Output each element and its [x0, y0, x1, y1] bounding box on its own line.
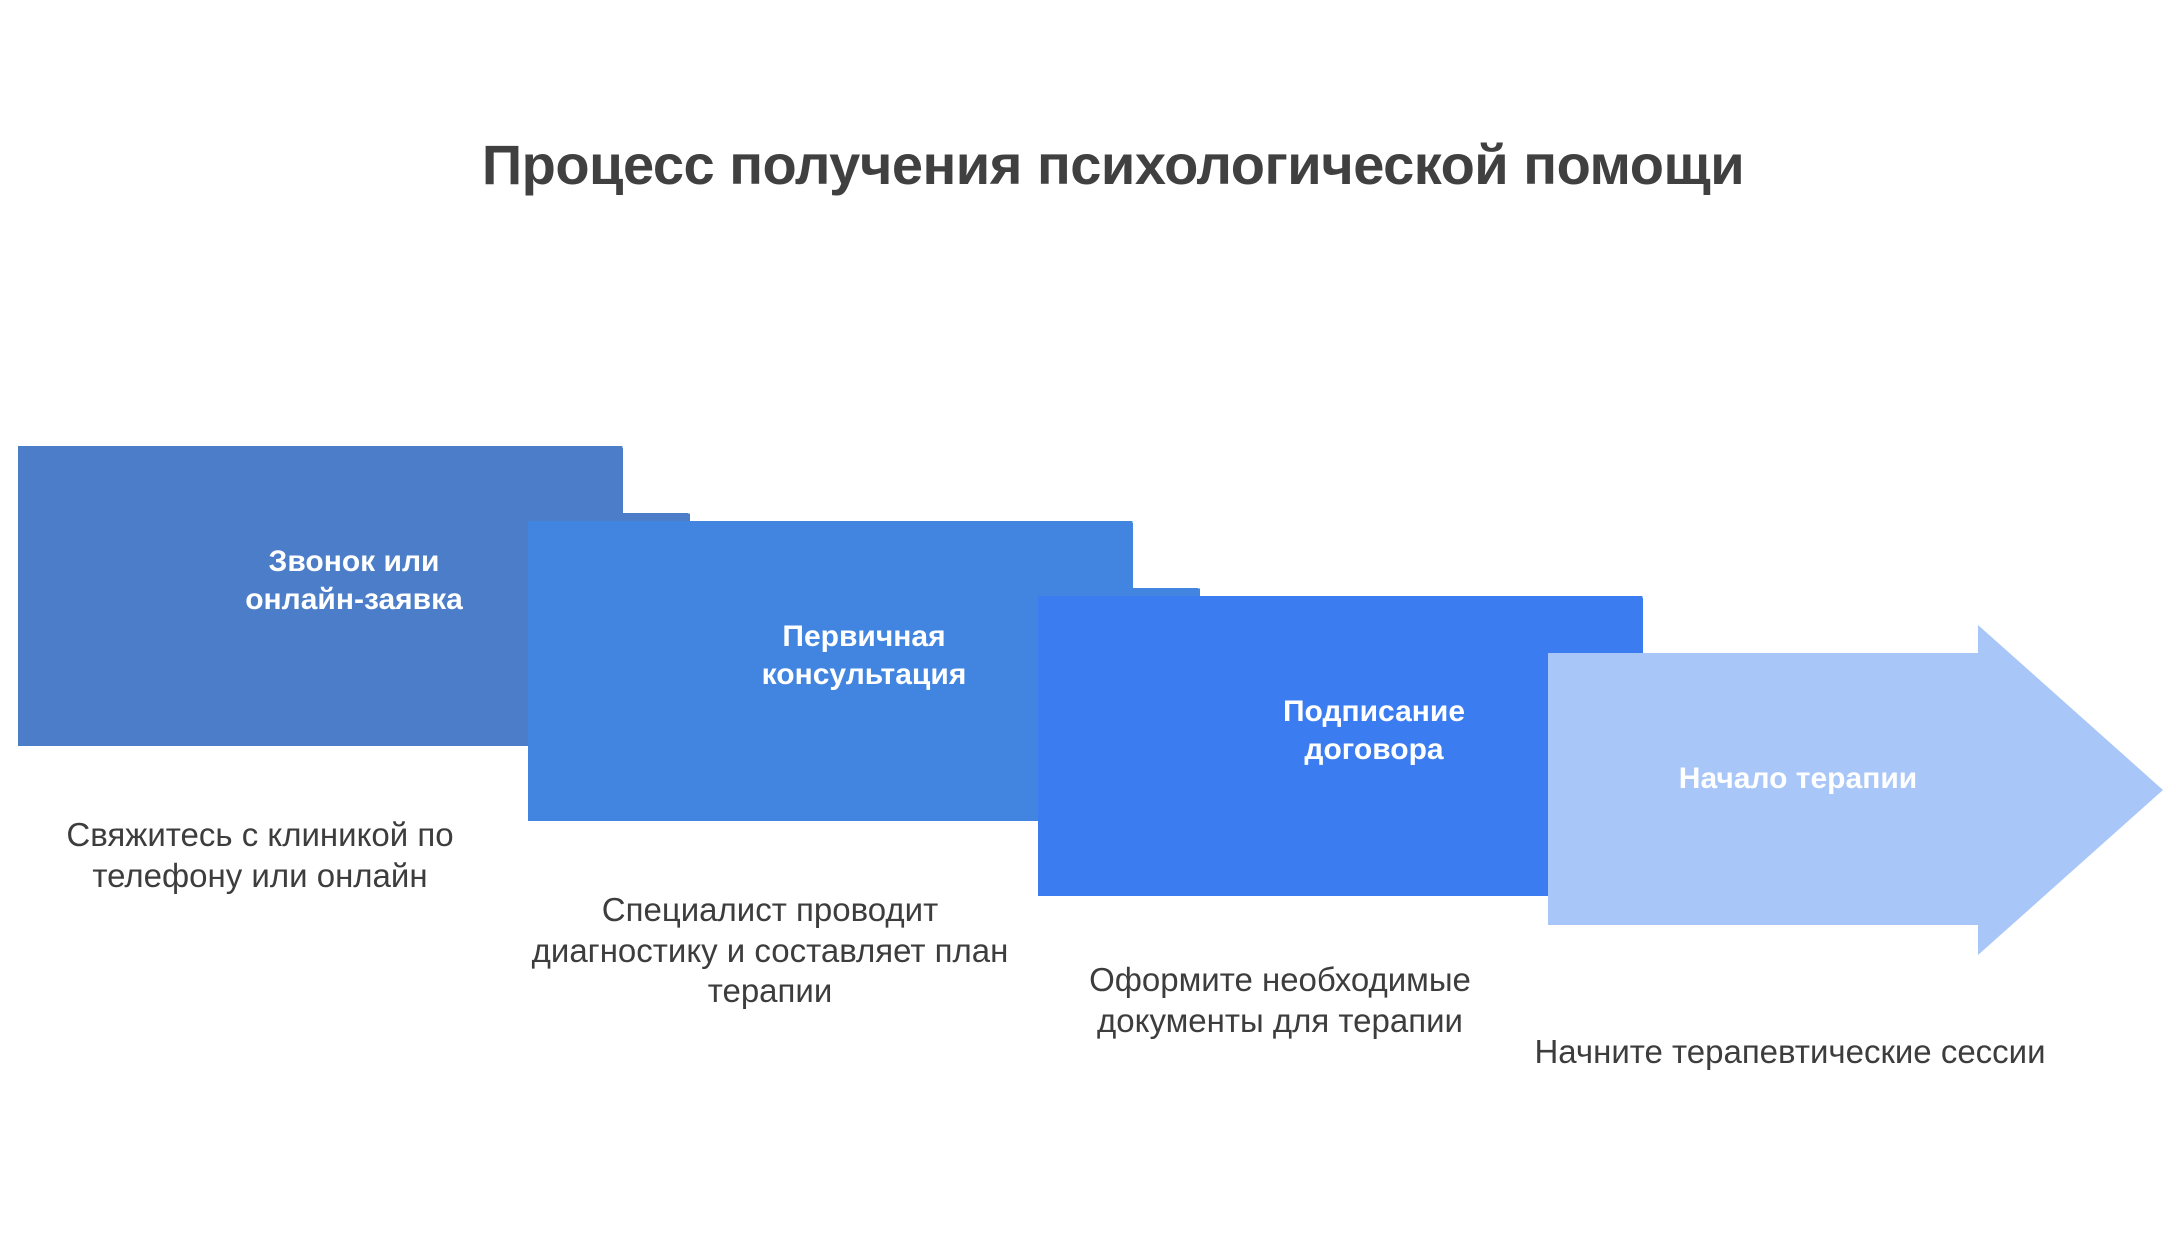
- stage-4-description: Начните терапевтические сессии: [1534, 1033, 2046, 1070]
- stage-2-label-line-1: Первичная: [782, 620, 946, 653]
- process-stage-4[interactable]: [1548, 625, 2163, 975]
- stage-4-arrow-shape: [1548, 625, 2163, 975]
- stage-3-label-line-2: договора: [1304, 733, 1444, 767]
- stage-4-label: [1548, 760, 2048, 798]
- stage-4-label-line-1: Начало терапии: [1678, 762, 1918, 795]
- stage-3-description: Оформите необходимые документы для терапии: [1089, 961, 1471, 1039]
- stage-1-label-line-2: онлайн-заявка: [245, 583, 463, 617]
- stage-2-label-line-2: консультация: [761, 658, 967, 692]
- page-title: Процесс получения психологической помощи: [481, 133, 1745, 196]
- stage-1-description: Свяжитесь с клиникой по телефону или онлайн: [66, 816, 454, 894]
- stage-3-label-line-1: Подписание: [1282, 695, 1466, 728]
- stage-2-description: Специалист проводит диагностику и составляет план терапии: [531, 891, 1009, 1010]
- stage-1-label-line-1: Звонок или: [268, 545, 440, 578]
